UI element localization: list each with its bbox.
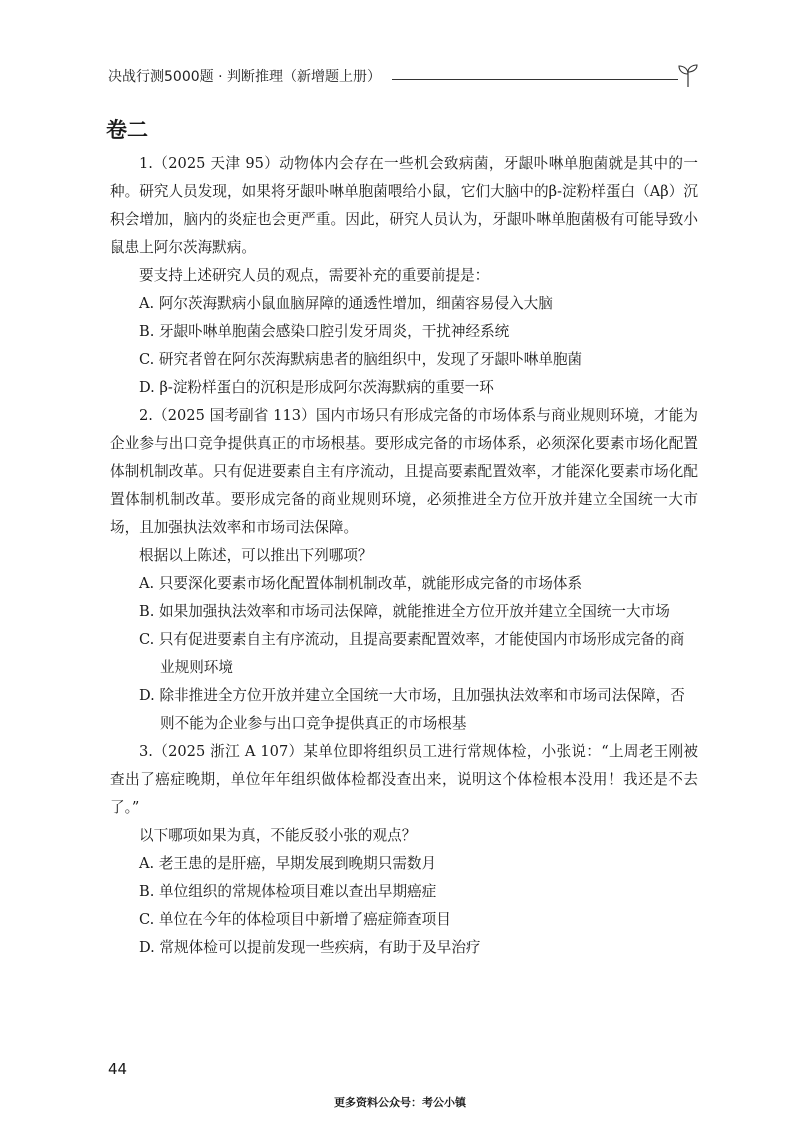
- option-c: C. 研究者曾在阿尔茨海默病患者的脑组织中，发现了牙龈卟啉单胞菌: [139, 351, 583, 368]
- footer-note: 更多资料公众号：考公小镇: [334, 1096, 466, 1109]
- option-a: A. 只要深化要素市场化配置体制机制改革，就能形成完备的市场体系: [139, 575, 583, 592]
- option-a: A. 老王患的是肝癌，早期发展到晚期只需数月: [139, 855, 437, 872]
- question-stem: 根据以上陈述，可以推出下列哪项？: [139, 547, 373, 564]
- question-text: 1.（2025 天津 95）动物体内会存在一些机会致病菌，牙龈卟啉单胞菌就是其中的一种。研究人员发现，如果将牙龈卟啉单胞菌喂给小鼠，它们大脑中的β-淀粉样蛋白（Aβ）沉积会增加，脑内的炎症也会更严重。因此，研究人员认为，牙龈卟啉单胞菌极有可能导致小鼠患上阿尔茨海默病。: [110, 155, 698, 256]
- option-d: D. β-淀粉样蛋白的沉积是形成阿尔茨海默病的重要一环: [139, 379, 494, 396]
- option-b: B. 如果加强执法效率和市场司法保障，就能推进全方位开放并建立全国统一大市场: [139, 603, 670, 620]
- question-3: [110, 738, 698, 962]
- option-b: B. 牙龈卟啉单胞菌会感染口腔引发牙周炎，干扰神经系统: [139, 323, 510, 340]
- option-a: A. 阿尔茨海默病小鼠血脑屏障的通透性增加，细菌容易侵入大脑: [139, 295, 553, 312]
- question-stem: 以下哪项如果为真，不能反驳小张的观点？: [139, 827, 417, 844]
- book-title: 决战行测5000题 · 判断推理（新增题上册）: [108, 69, 381, 85]
- question-list: [110, 150, 698, 962]
- option-b: B. 单位组织的常规体检项目难以查出早期癌症: [139, 883, 437, 900]
- question-text: 3.（2025 浙江 A 107）某单位即将组织员工进行常规体检，小张说：“上周老王刚被查出了癌症晚期，单位年年组织做体检都没查出来，说明这个体检根本没用！我还是不去了。”: [110, 743, 698, 816]
- header-rule: [392, 79, 678, 80]
- option-c: C. 只有促进要素自主有序流动，且提高要素配置效率，才能使国内市场形成完备的商业规则环境: [139, 631, 685, 676]
- option-d: D. 常规体检可以提前发现一些疾病，有助于及早治疗: [139, 939, 481, 956]
- question-1: [110, 150, 698, 402]
- sprout-icon: [676, 62, 700, 88]
- option-c: C. 单位在今年的体检项目中新增了癌症筛查项目: [139, 911, 451, 928]
- question-text: 2.（2025 国考副省 113）国内市场只有形成完备的市场体系与商业规则环境，才能为企业参与出口竞争提供真正的市场根基。要形成完备的市场体系，必须深化要素市场化配置体制机制改革。只有促进要素自主有序流动，且提高要素配置效率，才能深化要素市场化配置体制机制改革。要形成完备的商业规则环境，必须推进全方位开放并建立全国统一大市场，且加强执法效率和市场司法保障。: [110, 407, 698, 536]
- question-2: [110, 402, 698, 738]
- running-header: [108, 62, 700, 92]
- question-stem: 要支持上述研究人员的观点，需要补充的重要前提是：: [139, 267, 490, 284]
- page-number: 44: [108, 1060, 128, 1078]
- option-d: D. 除非推进全方位开放并建立全国统一大市场，且加强执法效率和市场司法保障，否则不能为企业参与出口竞争提供真正的市场根基: [139, 687, 685, 732]
- section-title: 卷二: [106, 118, 148, 142]
